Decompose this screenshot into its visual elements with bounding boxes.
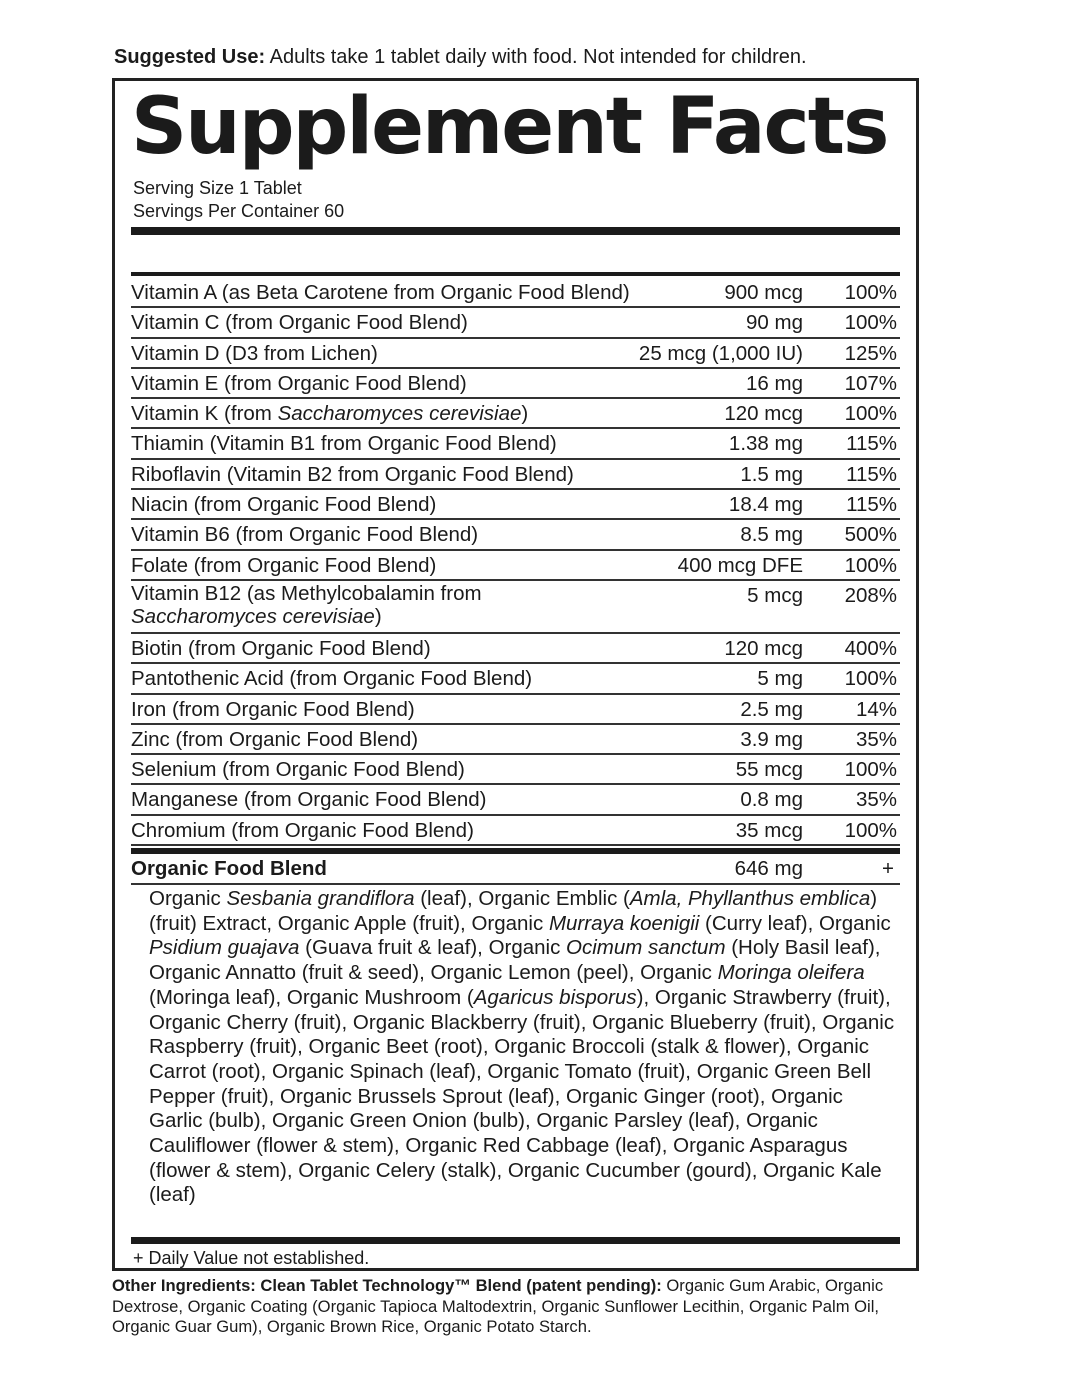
nutrient-amount: 25 mcg (1,000 IU) bbox=[638, 341, 803, 365]
ingredient-text: Organic Celery (stalk) bbox=[298, 1158, 497, 1182]
ingredient-text: Organic Strawberry (fruit) bbox=[654, 985, 886, 1009]
ingredient-text: ) bbox=[636, 985, 644, 1009]
nutrient-daily-value: 400% bbox=[844, 636, 897, 660]
nutrient-row bbox=[131, 399, 900, 429]
nutrient-row bbox=[131, 755, 900, 785]
blend-ingredient bbox=[430, 961, 628, 984]
nutrient-name: Zinc (from Organic Food Blend) bbox=[131, 727, 419, 751]
ingredient-text: Organic Asparagus (flower & stem) bbox=[149, 1134, 848, 1182]
blend-row bbox=[131, 855, 900, 885]
nutrient-daily-value: 14% bbox=[855, 697, 897, 721]
nutrient-name: Pantothenic Acid (from Organic Food Blend) bbox=[131, 667, 533, 691]
ingredient-text: Organic Cucumber (gourd) bbox=[507, 1158, 752, 1182]
nutrient-row bbox=[131, 369, 900, 399]
nutrient-name: Chromium (from Organic Food Blend) bbox=[131, 818, 474, 842]
ingredient-text: Organic Red Cabbage (leaf) bbox=[405, 1134, 662, 1158]
nutrient-name: Vitamin A (as Beta Carotene from Organic Food Blend) bbox=[131, 281, 630, 304]
ingredient-text: Organic Blackberry (fruit) bbox=[352, 1010, 581, 1034]
ingredient-text: Organic Green Bell Pepper (fruit) bbox=[149, 1059, 872, 1108]
ingredient-text: Organic Broccoli (stalk & flower) bbox=[494, 1035, 786, 1059]
nutrient-amount: 1.5 mg bbox=[740, 462, 803, 486]
nutrient-amount: 5 mg bbox=[757, 667, 803, 691]
ingredient-text: Organic Tomato (fruit) bbox=[487, 1059, 686, 1083]
ingredient-text: Organic Mushroom ( bbox=[286, 985, 474, 1009]
suggested-use-label: Suggested Use: bbox=[114, 46, 266, 68]
blend-ingredients: Organic Sesbania grandiflora (leaf), Organic Emblic (Amla, Phyllanthus emblica) (fruit) Extract, Organic Apple (fruit), Organic Murraya koenigii (Curry leaf), Organic Psidium guajava (Guava fruit & leaf), Organic Ocimum sanctum (Holy Basil leaf), Organic Annatto (fruit & seed), Organic Lemon (peel), Organic Moringa oleifera (Moringa leaf), Organic Mushroom (Agaricus bisporus), Organic Strawberry (fruit), Organic Cherry (fruit), Organic Blackberry (fruit), Organic Blueberry (fruit), Organic Raspberry (fruit), Organic Beet (root), Organic Broccoli (stalk & flower), Organic Carrot (root), Organic Spinach (leaf), Organic Tomato (fruit), Organic Green Bell Pepper (fruit), Organic Brussels Sprout (leaf), Organic Ginger (root), Organic Garlic (bulb), Organic Green Onion (bulb), Organic Parsley (leaf), Organic Cauliflower (flower & stem), Organic Red Cabbage (leaf), Organic Asparagus (flower & stem), Organic Celery (stalk), Organic Cucumber (gourd), Organic Kale (leaf) bbox=[149, 887, 895, 1207]
ingredient-species: Psidium guajava bbox=[149, 936, 300, 960]
blend-ingredient bbox=[287, 986, 644, 1009]
nutrient-daily-value: 100% bbox=[844, 311, 897, 335]
nutrient-amount: 35 mcg bbox=[735, 818, 803, 842]
ingredient-text: (Curry leaf) bbox=[699, 911, 808, 935]
blend-ingredient bbox=[508, 1159, 752, 1182]
ingredient-text: Organic Cauliflower (flower & stem) bbox=[149, 1109, 818, 1158]
ingredient-text: Organic Brussels Sprout (leaf) bbox=[280, 1084, 555, 1108]
nutrient-name: Selenium (from Organic Food Blend) bbox=[131, 758, 465, 782]
nutrient-amount: 55 mcg bbox=[735, 758, 803, 782]
blend-ingredient bbox=[309, 1035, 483, 1058]
supplement-facts-panel bbox=[112, 78, 919, 1271]
blend-ingredient bbox=[298, 1159, 496, 1182]
header-divider bbox=[131, 272, 900, 276]
blend-ingredient bbox=[280, 1085, 555, 1108]
ingredient-text: Organic bbox=[488, 936, 567, 960]
nutrient-name: Folate (from Organic Food Blend) bbox=[131, 553, 437, 577]
nutrient-amount: 3.9 mg bbox=[740, 727, 803, 751]
nutrient-row bbox=[131, 785, 900, 815]
nutrient-row bbox=[131, 339, 900, 369]
serving-size: Serving Size 1 Tablet bbox=[133, 178, 302, 198]
nutrient-daily-value: 100% bbox=[844, 818, 897, 842]
nutrient-daily-value: 107% bbox=[844, 371, 897, 395]
ingredient-text: Organic Carrot (root) bbox=[149, 1035, 870, 1083]
nutrient-name: Vitamin C (from Organic Food Blend) bbox=[131, 311, 468, 335]
blend-ingredient bbox=[489, 936, 875, 959]
ingredient-text: Organic Garlic (bulb) bbox=[149, 1084, 843, 1133]
blend-amount: 646 mg bbox=[734, 857, 803, 880]
ingredient-text: Organic Parsley (leaf) bbox=[536, 1109, 735, 1133]
ingredient-text: Organic bbox=[471, 911, 549, 935]
nutrient-row bbox=[131, 634, 900, 664]
ingredient-species: Amla, Phyllanthus emblica bbox=[629, 887, 871, 910]
blend-ingredient bbox=[353, 1011, 581, 1034]
ingredient-text: Organic bbox=[818, 911, 891, 935]
nutrient-name-part: Vitamin B12 (as Methylcobalamin from bbox=[131, 581, 482, 605]
ingredient-text: (Moringa leaf) bbox=[149, 985, 276, 1009]
nutrient-amount: 5 mcg bbox=[747, 583, 803, 607]
ingredient-text: Organic Kale (leaf) bbox=[149, 1158, 882, 1207]
nutrient-row bbox=[131, 695, 900, 725]
ingredient-text: Organic Ginger (root) bbox=[566, 1084, 760, 1108]
nutrient-name: Biotin (from Organic Food Blend) bbox=[131, 636, 431, 660]
nutrient-name-part: ) bbox=[374, 604, 382, 628]
blend-divider bbox=[131, 848, 900, 854]
blend-dv: + bbox=[882, 857, 894, 880]
suggested-use-text: Adults take 1 tablet daily with food. Not intended for children. bbox=[269, 46, 807, 68]
blend-ingredient bbox=[494, 1035, 786, 1058]
ingredient-text: (Holy Basil leaf) bbox=[725, 936, 875, 960]
blend-ingredient bbox=[278, 912, 460, 935]
nutrient-daily-value: 208% bbox=[844, 583, 897, 607]
ingredient-species: Agaricus bisporus bbox=[473, 985, 637, 1009]
nutrient-name: Niacin (from Organic Food Blend) bbox=[131, 493, 437, 517]
blend-name: Organic Food Blend bbox=[131, 857, 327, 880]
nutrient-daily-value: 125% bbox=[844, 341, 897, 365]
nutrient-name: Riboflavin (Vitamin B2 from Organic Food Blend) bbox=[131, 462, 574, 486]
nutrient-row bbox=[131, 520, 900, 550]
other-ingredients bbox=[112, 1276, 922, 1338]
nutrient-row bbox=[131, 551, 900, 581]
nutrient-amount: 0.8 mg bbox=[740, 788, 803, 812]
nutrient-daily-value: 115% bbox=[846, 462, 897, 486]
nutrient-daily-value: 115% bbox=[846, 432, 897, 456]
ingredient-text: Organic bbox=[640, 961, 718, 985]
nutrient-daily-value: 100% bbox=[844, 553, 897, 577]
nutrient-name-species: Saccharomyces cerevisiae bbox=[277, 402, 522, 426]
nutrient-table bbox=[131, 278, 900, 846]
nutrient-name: Manganese (from Organic Food Blend) bbox=[131, 788, 487, 812]
nutrient-daily-value: 100% bbox=[844, 281, 897, 304]
ingredient-text: Organic Raspberry (fruit) bbox=[149, 1010, 895, 1059]
nutrient-daily-value: 500% bbox=[844, 523, 897, 547]
other-ingredients-label: Other Ingredients: Clean Tablet Technology™ Blend (patent pending): bbox=[112, 1276, 662, 1295]
nutrient-daily-value: 35% bbox=[855, 788, 897, 812]
nutrient-name: Vitamin E (from Organic Food Blend) bbox=[131, 371, 467, 395]
nutrient-row bbox=[131, 664, 900, 694]
nutrient-row bbox=[131, 490, 900, 520]
nutrient-name: Thiamin (Vitamin B1 from Organic Food Blend) bbox=[131, 432, 557, 456]
ingredient-text: Organic Emblic ( bbox=[478, 887, 630, 910]
ingredient-species: Ocimum sanctum bbox=[566, 936, 726, 960]
nutrient-name: Vitamin B6 (from Organic Food Blend) bbox=[131, 523, 479, 547]
ingredient-text: Organic Lemon (peel) bbox=[430, 961, 629, 985]
nutrient-name bbox=[131, 400, 528, 428]
blend-ingredient bbox=[655, 986, 885, 1009]
footer-divider bbox=[131, 1237, 900, 1244]
blend-ingredient bbox=[149, 1011, 342, 1034]
nutrient-row bbox=[131, 725, 900, 755]
nutrient-amount: 400 mcg DFE bbox=[677, 553, 803, 577]
nutrient-amount: 90 mg bbox=[746, 311, 803, 335]
nutrient-name-part: ) bbox=[521, 402, 529, 426]
ingredient-species: Sesbania grandiflora bbox=[226, 887, 415, 910]
nutrient-row bbox=[131, 278, 900, 308]
ingredient-species: Murraya koenigii bbox=[548, 911, 700, 935]
nutrient-name: Iron (from Organic Food Blend) bbox=[131, 697, 415, 721]
nutrient-name bbox=[131, 582, 551, 628]
nutrient-amount: 900 mcg bbox=[724, 281, 803, 304]
nutrient-name: Vitamin D (D3 from Lichen) bbox=[131, 341, 378, 365]
ingredient-text: Organic Spinach (leaf) bbox=[272, 1059, 477, 1083]
blend-ingredient bbox=[566, 1085, 760, 1108]
ingredient-text: Organic bbox=[149, 887, 227, 910]
nutrient-amount: 120 mcg bbox=[724, 402, 803, 426]
servings-per-container: Servings Per Container 60 bbox=[133, 201, 345, 221]
nutrient-amount: 8.5 mg bbox=[740, 523, 803, 547]
suggested-use bbox=[114, 44, 944, 70]
nutrient-daily-value: 100% bbox=[844, 758, 897, 782]
ingredient-text: ) (fruit) Extract bbox=[149, 887, 878, 935]
nutrient-amount: 18.4 mg bbox=[728, 493, 803, 517]
nutrient-row bbox=[131, 429, 900, 459]
blend-ingredient bbox=[149, 961, 419, 984]
serving-info bbox=[133, 177, 344, 223]
ingredient-text: Organic Green Onion (bulb) bbox=[272, 1109, 526, 1133]
blend-ingredient bbox=[272, 1060, 476, 1083]
nutrient-daily-value: 100% bbox=[844, 667, 897, 691]
nutrient-name-part: Vitamin K (from bbox=[131, 402, 278, 426]
nutrient-name-species: Saccharomyces cerevisiae bbox=[131, 604, 375, 628]
nutrient-amount: 16 mg bbox=[746, 371, 803, 395]
other-ingredients-text: Organic Gum Arabic, Organic Dextrose, Organic Coating (Organic Tapioca Maltodextrin, Organic Sunflower Lecithin, Organic Palm Oil, Organic Guar Gum), Organic Brown Rice, Organic Potato Starch. bbox=[112, 1276, 884, 1336]
blend-ingredient bbox=[592, 1011, 811, 1034]
ingredient-species: Moringa oleifera bbox=[717, 961, 865, 985]
nutrient-amount: 2.5 mg bbox=[740, 697, 803, 721]
ingredient-text: Organic Beet (root) bbox=[308, 1035, 483, 1059]
nutrient-row bbox=[131, 460, 900, 490]
nutrient-daily-value: 100% bbox=[844, 402, 897, 426]
ingredient-text: Organic Cherry (fruit) bbox=[149, 1010, 342, 1034]
nutrient-amount: 120 mcg bbox=[724, 636, 803, 660]
ingredient-text: Organic Apple (fruit) bbox=[277, 911, 461, 935]
blend-ingredient bbox=[149, 887, 467, 910]
nutrient-daily-value: 35% bbox=[855, 727, 897, 751]
nutrient-row bbox=[131, 816, 900, 846]
nutrient-row bbox=[131, 308, 900, 338]
ingredient-text: (leaf) bbox=[414, 887, 467, 910]
nutrient-row bbox=[131, 581, 900, 634]
nutrient-amount: 1.38 mg bbox=[728, 432, 803, 456]
ingredient-text: Organic Blueberry (fruit) bbox=[592, 1010, 811, 1034]
panel-title: Supplement Facts bbox=[131, 82, 888, 172]
nutrient-daily-value: 115% bbox=[846, 493, 897, 517]
blend-ingredient bbox=[536, 1109, 734, 1132]
ingredient-text: (Guava fruit & leaf) bbox=[299, 936, 478, 960]
blend-ingredient bbox=[471, 912, 807, 935]
blend-ingredient bbox=[405, 1134, 661, 1157]
thick-divider bbox=[131, 227, 900, 235]
blend-ingredient bbox=[272, 1109, 525, 1132]
footnote: + Daily Value not established. bbox=[133, 1248, 370, 1268]
ingredient-text: Organic Annatto (fruit & seed) bbox=[149, 961, 420, 985]
blend-ingredient bbox=[487, 1060, 685, 1083]
